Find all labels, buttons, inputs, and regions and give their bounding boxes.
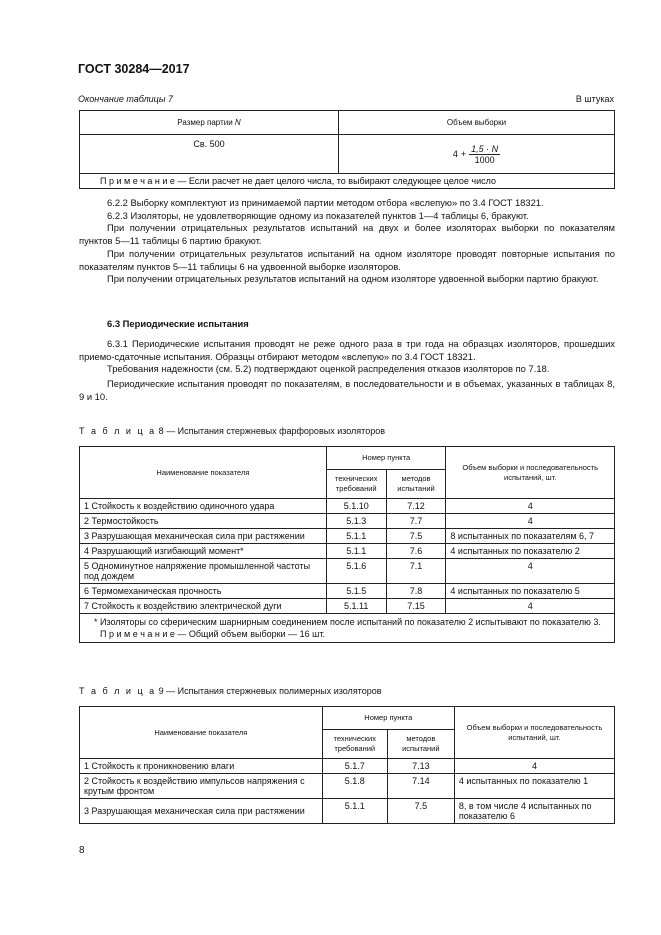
- table7-col-volume: Объем выборки: [339, 111, 615, 135]
- paragraph: Периодические испытания проводят по показателям, в последовательности и в объемах, указанных в таблицах 8, 9 и 10.: [79, 378, 615, 402]
- page-number: 8: [79, 845, 85, 856]
- document-header: ГОСТ 30284—2017: [78, 62, 190, 76]
- table-row: 4 Разрушающий изгибающий момент* 5.1.1 7.6 4 испытанных по показателю 2: [80, 544, 615, 559]
- table-row: 7 Стойкость к воздействию электрической дуги 5.1.11 7.15 4: [80, 599, 615, 614]
- table8-col-volume: Объем выборки и последовательность испытаний, шт.: [446, 447, 615, 499]
- table9-col-req: технических требований: [322, 730, 387, 759]
- table-row: 2 Стойкость к воздействию импульсов напряжения с крутым фронтом 5.1.8 7.14 4 испытанных по показателю 1: [80, 774, 615, 799]
- table7-cell-formula: [339, 135, 615, 174]
- table8-footnote: * Изоляторы со сферическим шарнирным соединением после испытаний по показателю 2 испытывают по показателю 3.: [94, 617, 601, 627]
- table-7-end: [79, 110, 615, 189]
- table8-col-name: Наименование показателя: [80, 447, 327, 499]
- table-9: [79, 706, 615, 824]
- paragraph: При получении отрицательных результатов испытаний на одном изоляторе удвоенной выборки партию бракуют.: [107, 273, 599, 285]
- table9-title: Т а б л и ц а 9 — Испытания стержневых полимерных изоляторов: [79, 686, 382, 696]
- table9-col-point: Номер пункта: [322, 707, 454, 730]
- table7-units: В штуках: [575, 94, 614, 104]
- table-row: 1 Стойкость к воздействию одиночного удара 5.1.10 7.12 4: [80, 499, 615, 514]
- table9-col-method: методов испытаний: [387, 730, 454, 759]
- table-row: 2 Термостойкость 5.1.3 7.7 4: [80, 514, 615, 529]
- paragraph: 6.3.1 Периодические испытания проводят не реже одного раза в три года на образцах изоляторов, прошедших приемо-сдаточные испытания. Образцы отбирают методом «вслепую» по 3.4 ГОСТ 18321.: [79, 338, 615, 362]
- paragraph: Требования надежности (см. 5.2) подтверждают оценкой распределения отказов изоляторов по 7.18.: [107, 363, 550, 375]
- table-row: 3 Разрушающая механическая сила при растяжении 5.1.1 7.5 8 испытанных по показателям 6, 7: [80, 529, 615, 544]
- table9-col-name: Наименование показателя: [80, 707, 323, 759]
- sample-size-formula: 4 + $\frac{1,5 \cdot N}{1000}$: [452, 143, 499, 165]
- table7-note: П р и м е ч а н и е — Если расчет не дает целого числа, то выбирают следующее целое число: [80, 174, 615, 189]
- table7-caption: Окончание таблицы 7: [78, 94, 173, 104]
- paragraph: При получении отрицательных результатов испытаний на двух и более изоляторах выборки по показателям пунктов 5—11 таблицы 6 партию бракуют.: [79, 222, 615, 247]
- table-8: [79, 446, 615, 643]
- table8-col-req: технических требований: [326, 470, 386, 499]
- clauses-6-3: [79, 338, 615, 404]
- table7-cell-size: Св. 500: [80, 135, 339, 174]
- table7-col-size: Размер партии N: [80, 111, 339, 135]
- table8-col-point: Номер пункта: [326, 447, 446, 470]
- paragraph: 6.2.3 Изоляторы, не удовлетворяющие одному из показателей пунктов 1—4 таблицы 6, бракуют.: [107, 209, 529, 221]
- table8-footnotes: [80, 614, 615, 643]
- paragraph: 6.2.2 Выборку комплектуют из принимаемой партии методом отбора «вслепую» по 3.4 ГОСТ 18321.: [107, 197, 544, 208]
- table8-note: П р и м е ч а н и е — Общий объем выборки — 16 шт.: [100, 629, 325, 639]
- paragraph: При получении отрицательных результатов испытаний на одном изоляторе проводят повторные испытания по показателям пунктов 5—11 таблицы 6 на удвоенной выборке изоляторов.: [79, 247, 615, 272]
- table-row: 1 Стойкость к проникновению влаги 5.1.7 7.13 4: [80, 759, 615, 774]
- table9-col-volume: Объем выборки и последовательность испытаний, шт.: [454, 707, 614, 759]
- table-row: 5 Одноминутное напряжение промышленной частоты под дождем 5.1.6 7.1 4: [80, 559, 615, 584]
- table8-col-method: методов испытаний: [386, 470, 446, 499]
- table-row: 6 Термомеханическая прочность 5.1.5 7.8 4 испытанных по показателю 5: [80, 584, 615, 599]
- section-title: 6.3 Периодические испытания: [107, 318, 249, 329]
- table-row: 3 Разрушающая механическая сила при растяжении 5.1.1 7.5 8, в том числе 4 испытанных по показателю 6: [80, 799, 615, 824]
- table8-title: Т а б л и ц а 8 — Испытания стержневых фарфоровых изоляторов: [79, 426, 385, 436]
- clauses-6-2: [79, 197, 615, 286]
